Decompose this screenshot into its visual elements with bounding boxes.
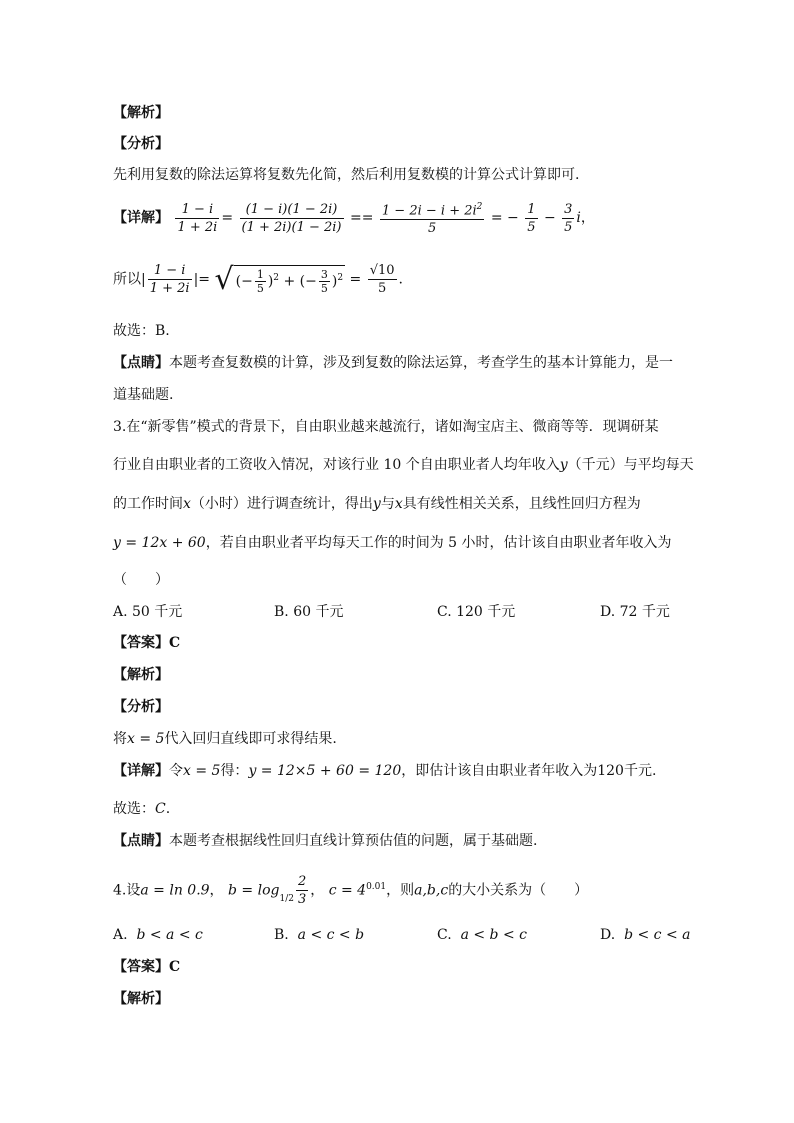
q4-option-c: C. a < b < c: [437, 927, 527, 943]
analysis-heading: 【解析】: [113, 105, 169, 121]
analysis-subheading: 【分析】: [113, 136, 169, 152]
answer-4: 【答案】C: [113, 959, 181, 975]
modulus-equation: 所以| $\frac{1 - i}{1 + 2i}$ |= √ (− $\frac{1}{5}$ )$^2$ + (− $\frac{3}{5}$ )$^2$ = $\frac{√10}{5}$ .: [113, 261, 403, 297]
analysis-3-heading: 【解析】: [113, 667, 169, 683]
detail-label: 【详解】: [113, 210, 169, 227]
question-3-line-1: 3.在“新零售”模式的背景下，自由职业越来越流行，诸如淘宝店主、微商等等．现调研某: [113, 419, 659, 435]
fraction-4: $\frac{1}{5}$: [527, 201, 536, 235]
analysis-3-subheading: 【分析】: [113, 699, 169, 715]
option-c: C. 120 千元: [437, 604, 516, 620]
result-fraction: $\frac{√10}{5}$: [369, 263, 395, 296]
therefore-text: 所以: [113, 271, 141, 288]
question-3-paren: （ ）: [113, 572, 169, 588]
option-d: D. 72 千元: [600, 604, 670, 620]
detail-3: 【详解】令x = 5得：y = 12×5 + 60 = 120，即估计该自由职业者年收入为120千元.: [113, 763, 657, 779]
q4-option-b: B. a < c < b: [274, 927, 365, 943]
double-equals: ==: [349, 210, 374, 227]
fraction-2: $\frac{(1 - i)(1 - 2i)}{(1 + 2i)(1 - 2i)}$: [241, 201, 342, 235]
modulus-fraction: $\frac{1 - i}{1 + 2i}$: [149, 263, 190, 296]
q4-option-a: A. b < a < c: [113, 927, 203, 943]
fraction-5: $\frac{3}{5}$: [564, 201, 573, 235]
analysis-3-text: 将x = 5代入回归直线即可求得结果.: [113, 731, 337, 747]
analysis-text: 先利用复数的除法运算将复数先化简，然后利用复数模的计算公式计算即可.: [113, 167, 580, 183]
sqrt-expression: √ (− $\frac{1}{5}$ )$^2$ + (− $\frac{3}{5}$ )$^2$: [214, 261, 344, 297]
option-a: A. 50 千元: [113, 604, 183, 620]
question-4: 4.设a = ln 0.9， b = log1/2 $\frac{2}{3}$ ， $c = 4^{0.01}$，则a,b,c的大小关系为（ ）: [113, 874, 589, 907]
choice-3: 故选：C.: [113, 801, 171, 817]
comment-line-1: 【点睛】本题考查复数模的计算，涉及到复数的除法运算，考查学生的基本计算能力，是一: [113, 355, 673, 371]
detail-equation: 【详解】 $\frac{1 - i}{1 + 2i}$ = $\frac{(1 - i)(1 - 2i)}{(1 + 2i)(1 - 2i)}$ == $\frac{1 - 2i - i + 2i^2}{5}$ = − $\frac{1}{5}$ − $\frac{3}{5}$ i，: [113, 199, 595, 237]
log-fraction: $\frac{2}{3}$: [297, 874, 307, 907]
question-3-line-4: y = 12x + 60，若自由职业者平均每天工作的时间为 5 小时，估计该自由职业者年收入为: [113, 535, 672, 551]
question-3-line-3: 的工作时间x（小时）进行调查统计，得出y与x具有线性相关关系，且线性回归方程为: [113, 496, 641, 512]
analysis-4-heading: 【解析】: [113, 991, 169, 1007]
choice-result: 故选：B.: [113, 323, 170, 339]
fraction-1: $\frac{1 - i}{1 + 2i}$: [177, 201, 218, 235]
question-3-line-2: 行业自由职业者的工资收入情况，对该行业 10 个自由职业者人均年收入y（千元）与平均每天: [113, 457, 694, 473]
comment-3: 【点睛】本题考查根据线性回归直线计算预估值的问题，属于基础题.: [113, 833, 538, 849]
fraction-3: $\frac{1 - 2i - i + 2i^2}{5}$: [380, 199, 485, 237]
comment-line-2: 道基础题.: [113, 387, 174, 403]
q4-option-d: D. b < c < a: [600, 927, 691, 943]
option-b: B. 60 千元: [274, 604, 344, 620]
answer-3: 【答案】C: [113, 635, 181, 651]
